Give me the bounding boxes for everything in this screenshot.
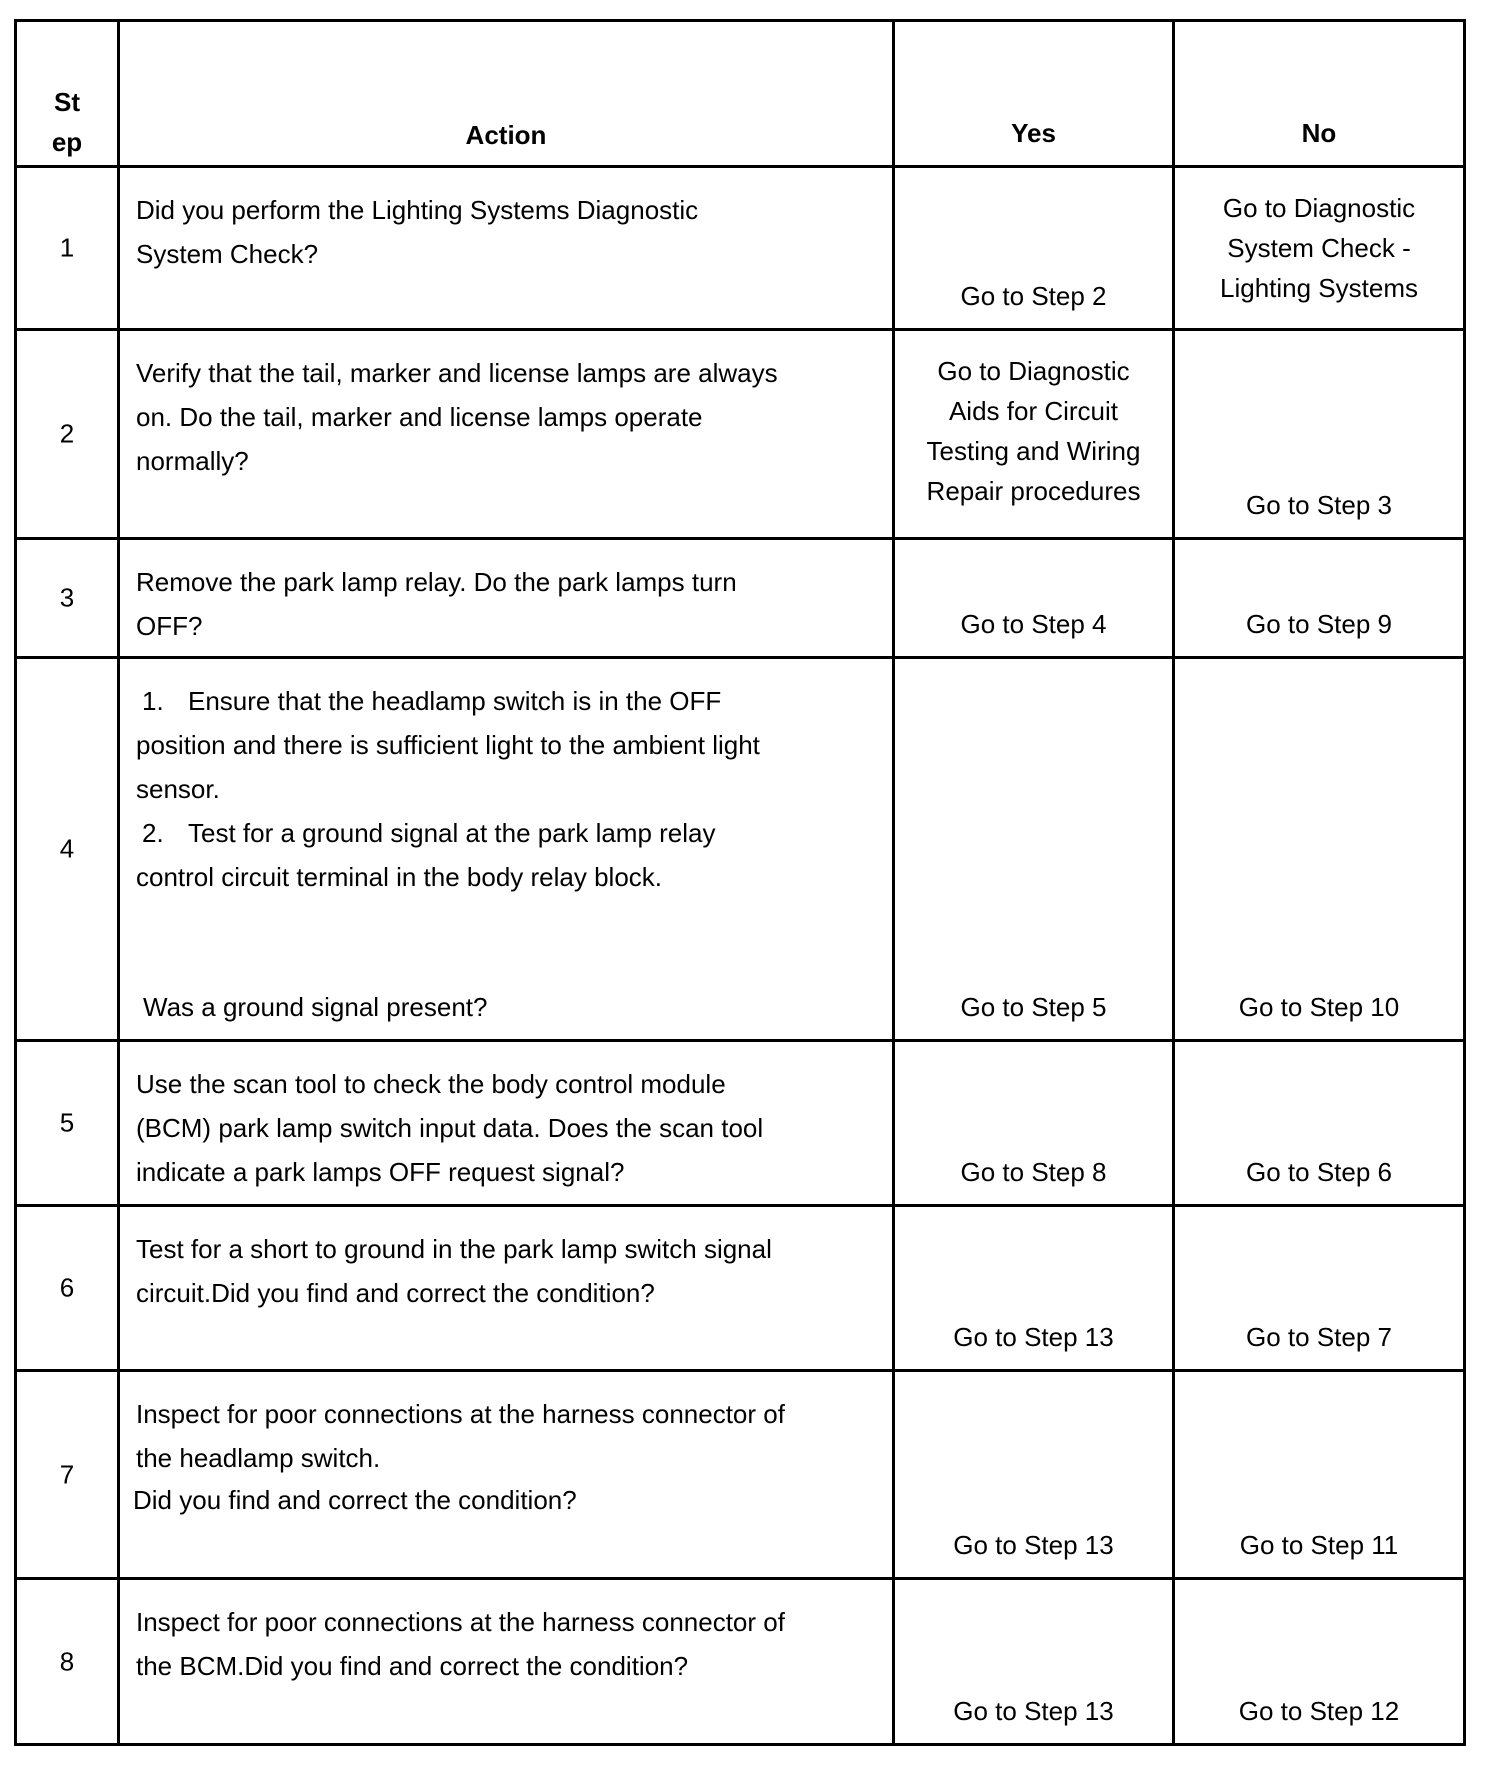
step-cell: 3 [16,539,119,658]
action-line: circuit.Did you find and correct the condition? [136,1278,655,1308]
yes-cell [894,539,1174,658]
table-row [16,658,1465,1041]
no-cell [1174,1041,1465,1206]
no-link[interactable]: Go to Step 6 [1246,1157,1392,1187]
step-cell: 2 [16,330,119,539]
no-link[interactable]: Go to Step 10 [1238,992,1400,1022]
step-cell: 5 [16,1041,119,1206]
table-row [16,1579,1465,1745]
action-line: (BCM) park lamp switch input data. Does the scan tool [136,1113,764,1143]
action-line: the BCM.Did you find and correct the condition? [136,1651,689,1681]
list-item: 1. Ensure that the headlamp switch is in the OFF [142,686,722,716]
yes-link[interactable]: Go to Step 13 [953,1696,1114,1726]
yes-cell [894,658,1174,1041]
action-question: Did you find and correct the condition? [133,1485,577,1515]
action-line: Inspect for poor connections at the harness connector of [136,1607,785,1637]
table-row [16,1371,1465,1579]
action-line: normally? [136,446,249,476]
action-line: Remove the park lamp relay. Do the park lamps turn [136,567,737,597]
action-cell [119,330,894,539]
no-link[interactable]: Go to Step 7 [1246,1322,1392,1352]
yes-link[interactable]: Go to Step 5 [960,992,1107,1022]
action-line: Did you perform the Lighting Systems Diagnostic [136,195,699,225]
yes-cell [894,1041,1174,1206]
yes-link[interactable]: Go to Diagnostic Aids for Circuit Testing and Wiring Repair procedures [926,356,1141,506]
no-link[interactable]: Go to Step 3 [1246,490,1392,520]
action-cell [119,1206,894,1371]
yes-link[interactable]: Go to Step 4 [960,609,1107,639]
action-cell [119,167,894,330]
action-line: sensor. [136,774,220,804]
header-step-line1: St [54,87,80,117]
action-line: System Check? [136,239,319,269]
header-step [16,21,119,167]
header-yes: Yes [894,21,1174,167]
yes-cell [894,1371,1174,1579]
list-item: 2. Test for a ground signal at the park lamp relay [142,818,716,848]
action-line: Verify that the tail, marker and license lamps are always [136,358,778,388]
action-line: indicate a park lamps OFF request signal? [136,1157,625,1187]
yes-cell [894,330,1174,539]
action-cell [119,1041,894,1206]
action-line: on. Do the tail, marker and license lamps operate [136,402,703,432]
yes-link[interactable]: Go to Step 2 [960,281,1107,311]
action-line: control circuit terminal in the body relay block. [136,862,663,892]
table-row [16,1041,1465,1206]
yes-cell [894,167,1174,330]
no-link[interactable]: Go to Step 12 [1238,1696,1400,1726]
step-cell: 1 [16,167,119,330]
table-row [16,167,1465,330]
step-cell: 7 [16,1371,119,1579]
action-question: Was a ground signal present? [143,992,488,1022]
header-no: No [1174,21,1465,167]
action-line: Test for a short to ground in the park lamp switch signal [136,1234,772,1264]
no-cell [1174,330,1465,539]
action-cell [119,1579,894,1745]
yes-link[interactable]: Go to Step 13 [953,1530,1114,1560]
action-line: position and there is sufficient light to the ambient light [136,730,760,760]
no-link[interactable]: Go to Step 11 [1239,1530,1399,1560]
yes-link[interactable]: Go to Step 13 [953,1322,1114,1352]
no-cell [1174,658,1465,1041]
yes-cell [894,1579,1174,1745]
action-line: Inspect for poor connections at the harness connector of [136,1399,785,1429]
yes-link[interactable]: Go to Step 8 [960,1157,1107,1187]
no-link[interactable]: Go to Diagnostic System Check - Lighting Systems [1220,193,1418,303]
no-cell [1174,1371,1465,1579]
no-cell [1174,539,1465,658]
step-cell: 4 [16,658,119,1041]
action-cell [119,539,894,658]
table-row [16,330,1465,539]
action-line: OFF? [136,611,203,641]
no-cell [1174,1206,1465,1371]
action-line: the headlamp switch. [136,1443,381,1473]
no-cell [1174,167,1465,330]
header-step-line2: ep [51,127,83,157]
step-cell: 6 [16,1206,119,1371]
action-cell [119,1371,894,1579]
header-action: Action [119,21,894,167]
table-row [16,1206,1465,1371]
diagnostic-table [14,19,1466,1746]
no-link[interactable]: Go to Step 9 [1246,609,1392,639]
action-cell [119,658,894,1041]
action-line: Use the scan tool to check the body control module [136,1069,726,1099]
no-cell [1174,1579,1465,1745]
step-cell: 8 [16,1579,119,1745]
table-row [16,539,1465,658]
yes-cell [894,1206,1174,1371]
header-row [16,21,1465,167]
